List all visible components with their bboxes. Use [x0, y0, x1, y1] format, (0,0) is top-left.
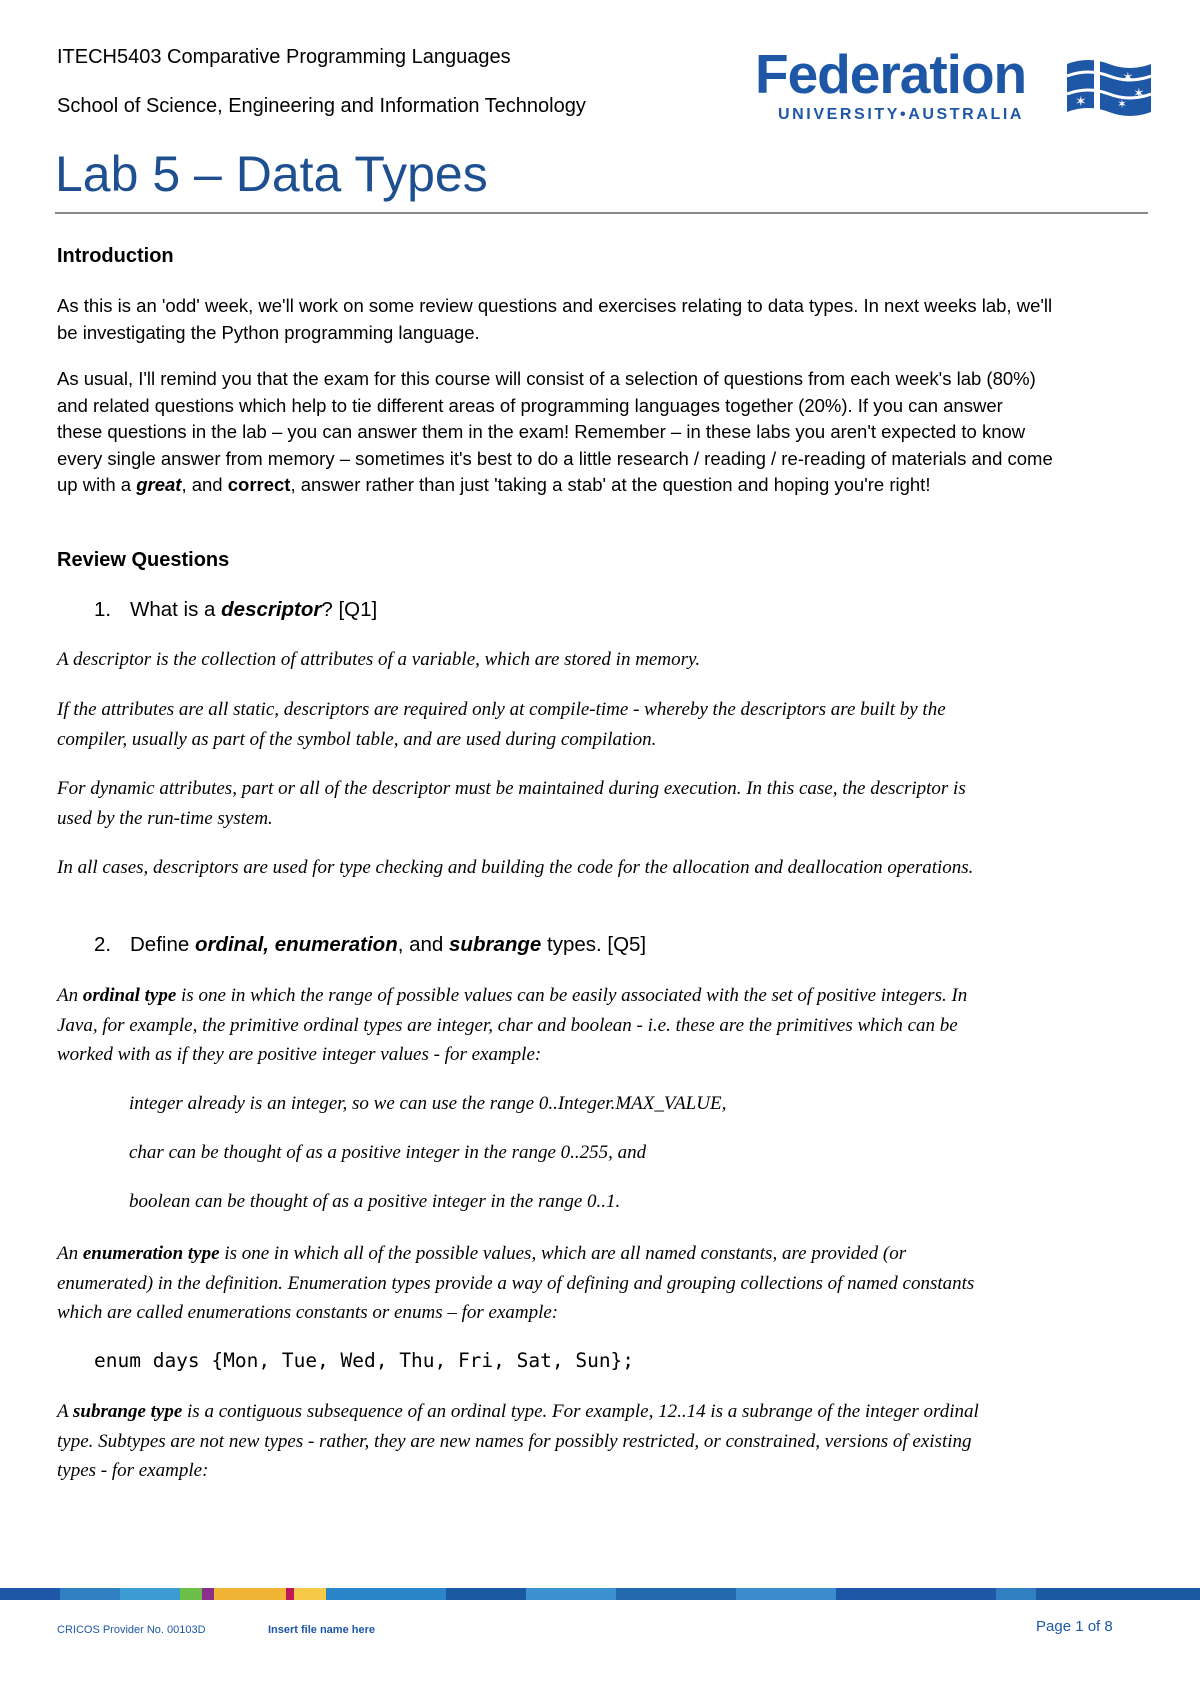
ordinal-example-integer: integer already is an integer, so we can use the range 0..Integer.MAX_VALUE,: [129, 1093, 727, 1114]
intro-paragraph-2: As usual, I'll remind you that the exam for this course will consist of a selection of questions from each week's lab (80%) and related questions which help to tie different areas of programming languages together (20%). If you can answer these questions in the lab – you can answer them in the exam! Remember – in these labs you aren't expected to know every single answer from memory – sometimes it's best to do a little research / reading / re-reading of materials and come up with a great, and correct, answer rather than just 'taking a stab' at the question and hoping you're right!: [57, 368, 1053, 495]
ordinal-example-boolean: boolean can be thought of as a positive integer in the range 0..1.: [129, 1191, 621, 1212]
enum-code-example: enum days {Mon, Tue, Wed, Thu, Fri, Sat, Sun};: [94, 1349, 635, 1372]
svg-text:✶: ✶: [1133, 86, 1145, 102]
logo-subtitle: UNIVERSITY•AUSTRALIA: [778, 106, 1025, 123]
school-name: School of Science, Engineering and Information Technology: [57, 95, 586, 117]
q1-answer-4: In all cases, descriptors are used for type checking and building the code for the allocation and deallocation operations.: [57, 857, 974, 878]
ordinal-definition: An ordinal type is one in which the range of possible values can be easily associated with the set of positive integers. In Java, for example, the primitive ordinal types are integer, char and boolean - i.e. these are the primitives which can be worked with as if they are positive integer values - for example:: [57, 985, 968, 1065]
course-title: ITECH5403 Comparative Programming Languages: [57, 46, 511, 68]
enumeration-definition: An enumeration type is one in which all of the possible values, which are all named constants, are provided (or enumerated) in the definition. Enumeration types provide a way of defining and grouping collections of named constants which are called enumerations constants or enums – for example:: [57, 1243, 975, 1323]
svg-text:✶: ✶: [1117, 97, 1128, 111]
flag-emblem-icon: [1067, 54, 1151, 120]
federation-logo: [755, 43, 1151, 128]
question-1: 1. What is a descriptor? [Q1]: [94, 598, 378, 621]
cricos-provider: CRICOS Provider No. 00103D: [57, 1624, 206, 1636]
question-2: 2. Define ordinal, enumeration, and subrange types. [Q5]: [94, 933, 647, 956]
review-questions-heading: Review Questions: [57, 549, 230, 571]
q1-answer-1: A descriptor is the collection of attributes of a variable, which are stored in memory.: [57, 649, 701, 670]
subrange-definition: A subrange type is a contiguous subsequence of an ordinal type. For example, 12..14 is a subrange of the integer ordinal type. Subtypes are not new types - rather, they are new names for possibly restricted, or constrained, versions of existing types - for example:: [57, 1401, 979, 1481]
q1-answer-2: If the attributes are all static, descriptors are required only at compile-time - whereby the descriptors are built by the compiler, usually as part of the symbol table, and are used during compilation.: [57, 699, 946, 750]
file-name-placeholder: Insert file name here: [268, 1624, 375, 1636]
logo-wordmark: Federation: [755, 43, 1027, 105]
footer-color-band: [0, 1588, 1200, 1600]
title-divider: [55, 212, 1148, 214]
ordinal-example-char: char can be thought of as a positive integer in the range 0..255, and: [129, 1142, 647, 1163]
introduction-heading: Introduction: [57, 245, 174, 267]
intro-paragraph-1: As this is an 'odd' week, we'll work on some review questions and exercises relating to data types. In next weeks lab, we'll be investigating the Python programming language.: [57, 295, 1053, 343]
page-title: Lab 5 – Data Types: [55, 146, 488, 202]
page-number: Page 1 of 8: [1036, 1618, 1113, 1635]
svg-text:✶: ✶: [1075, 94, 1087, 110]
svg-text:✶: ✶: [1122, 70, 1134, 86]
q1-answer-3: For dynamic attributes, part or all of the descriptor must be maintained during execution. In this case, the descriptor is used by the run-time system.: [57, 778, 966, 829]
